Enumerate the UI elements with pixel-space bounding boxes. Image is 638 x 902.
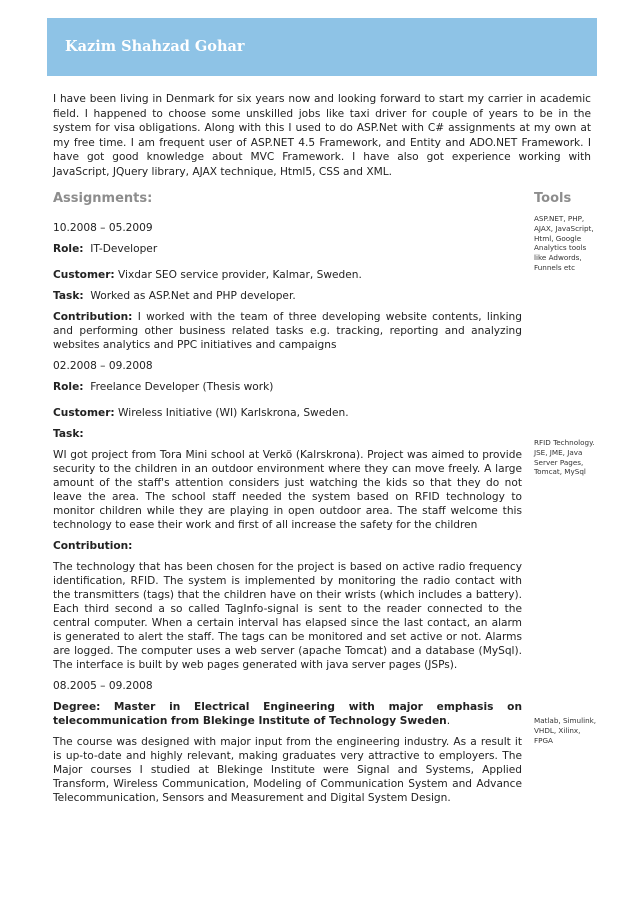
job1-customer [53, 268, 522, 282]
education-degree [53, 700, 522, 728]
degree-end: . [446, 715, 451, 727]
task-label: Task: [53, 290, 84, 302]
job1-contribution [53, 310, 522, 352]
tools-job2: RFID Technology. JSE, JME, Java Server Pages, Tomcat, MySql [534, 438, 595, 477]
candidate-name: Kazim Shahzad Gohar [65, 38, 245, 55]
role-label: Role: [53, 381, 84, 393]
assignments-heading: Assignments: [53, 191, 153, 206]
intro-paragraph: I have been living in Denmark for six years now and looking forward to start my carrier in academic field. I happened to choose some unskilled jobs like taxi driver for couple of years to be in the system for visa obligations. Along with this I used to do ASP.Net with C# assignments at my own at my free time. I am frequent user of ASP.NET 4.5 Framework, and Entity and ADO.NET Framework. I have got good knowledge about MVC Framework. I have also got experience working with JavaScript, JQuery library, AJAX technique, Html5, CSS and XML. [53, 93, 591, 178]
contribution-label: Contribution: [53, 540, 133, 552]
header-banner [47, 18, 597, 76]
job2-customer-value: Wireless Initiative (WI) Karlskrona, Sweden. [118, 407, 349, 419]
tools-education: Matlab, Simulink, VHDL, Xilinx, FPGA [534, 716, 597, 745]
job1-period: 10.2008 – 05.2009 [53, 222, 153, 234]
customer-label: Customer: [53, 407, 115, 419]
job2-contribution-label [53, 539, 522, 553]
assignments-section [53, 221, 522, 805]
job1-contribution-value: I worked with the team of three developing website contents, linking and performing other business related tasks e.g. tracking, reporting and analyzing websites analytics and PPC initiatives and campaigns [53, 311, 522, 351]
customer-label: Customer: [53, 269, 115, 281]
education-description: The course was designed with major input from the engineering industry. As a result it is up-to-date and highly relevant, making graduates very attractive to employers. The Major courses I studied at Blekinge Institute were Signal and Systems, Applied Transform, Wireless Communication, Modeling of Communication System and Advance Telecommunication, Sensors and Measurement and Digital System Design. [53, 736, 522, 804]
role-label: Role: [53, 243, 84, 255]
education-period: 08.2005 – 09.2008 [53, 680, 153, 692]
job1-customer-value: Vixdar SEO service provider, Kalmar, Sweden. [118, 269, 362, 281]
degree-label: Degree: [53, 701, 101, 713]
contribution-label: Contribution: [53, 311, 133, 323]
job2-task-label [53, 427, 522, 441]
job1-role-value: IT-Developer [90, 243, 158, 255]
job2-contribution-value: The technology that has been chosen for the project is based on active radio frequency identification, RFID. The system is implemented by monitoring the radio contact with the transmitters (tags) that the children have on their wrists (which includes a battery). Each third second a so called TagInfo-signal is sent to the reader connected to the central computer. When a certain interval has elapsed since the last contact, an alarm is generated to alert the staff. The tags can be monitored and set active or not. Alarms are logged. The computer uses a web server (apache Tomcat) and a database (MySql). The interface is built by web pages generated with java server pages (JSPs). [53, 561, 522, 671]
job2-role [53, 380, 522, 394]
job2-period: 02.2008 – 09.2008 [53, 360, 153, 372]
degree-value: Master in Electrical Engineering with major emphasis on telecommunication from Blekinge Institute of Technology Sweden [53, 701, 522, 727]
job2-role-value: Freelance Developer (Thesis work) [90, 381, 274, 393]
tools-heading: Tools [534, 191, 572, 206]
job1-task-value: Worked as ASP.Net and PHP developer. [90, 290, 296, 302]
job1-role [53, 242, 522, 256]
job2-customer [53, 406, 522, 420]
job1-task [53, 289, 522, 303]
job2-task-value: WI got project from Tora Mini school at Verkö (Kalrskrona). Project was aimed to provide security to the children in an outdoor environment where they can move freely. A large amount of the staff's attention considers just watching the kids so that they do not leave the area. The school staff needed the system based on RFID technology to monitor children while they are playing in open outdoor area. The staff welcome this technology to ease their work and first of all increase the safety for the children [53, 449, 522, 531]
task-label: Task: [53, 428, 84, 440]
tools-job1: ASP.NET, PHP, AJAX, JavaScript, Html, Google Analytics tools like Adwords, Funnels etc [534, 214, 594, 272]
